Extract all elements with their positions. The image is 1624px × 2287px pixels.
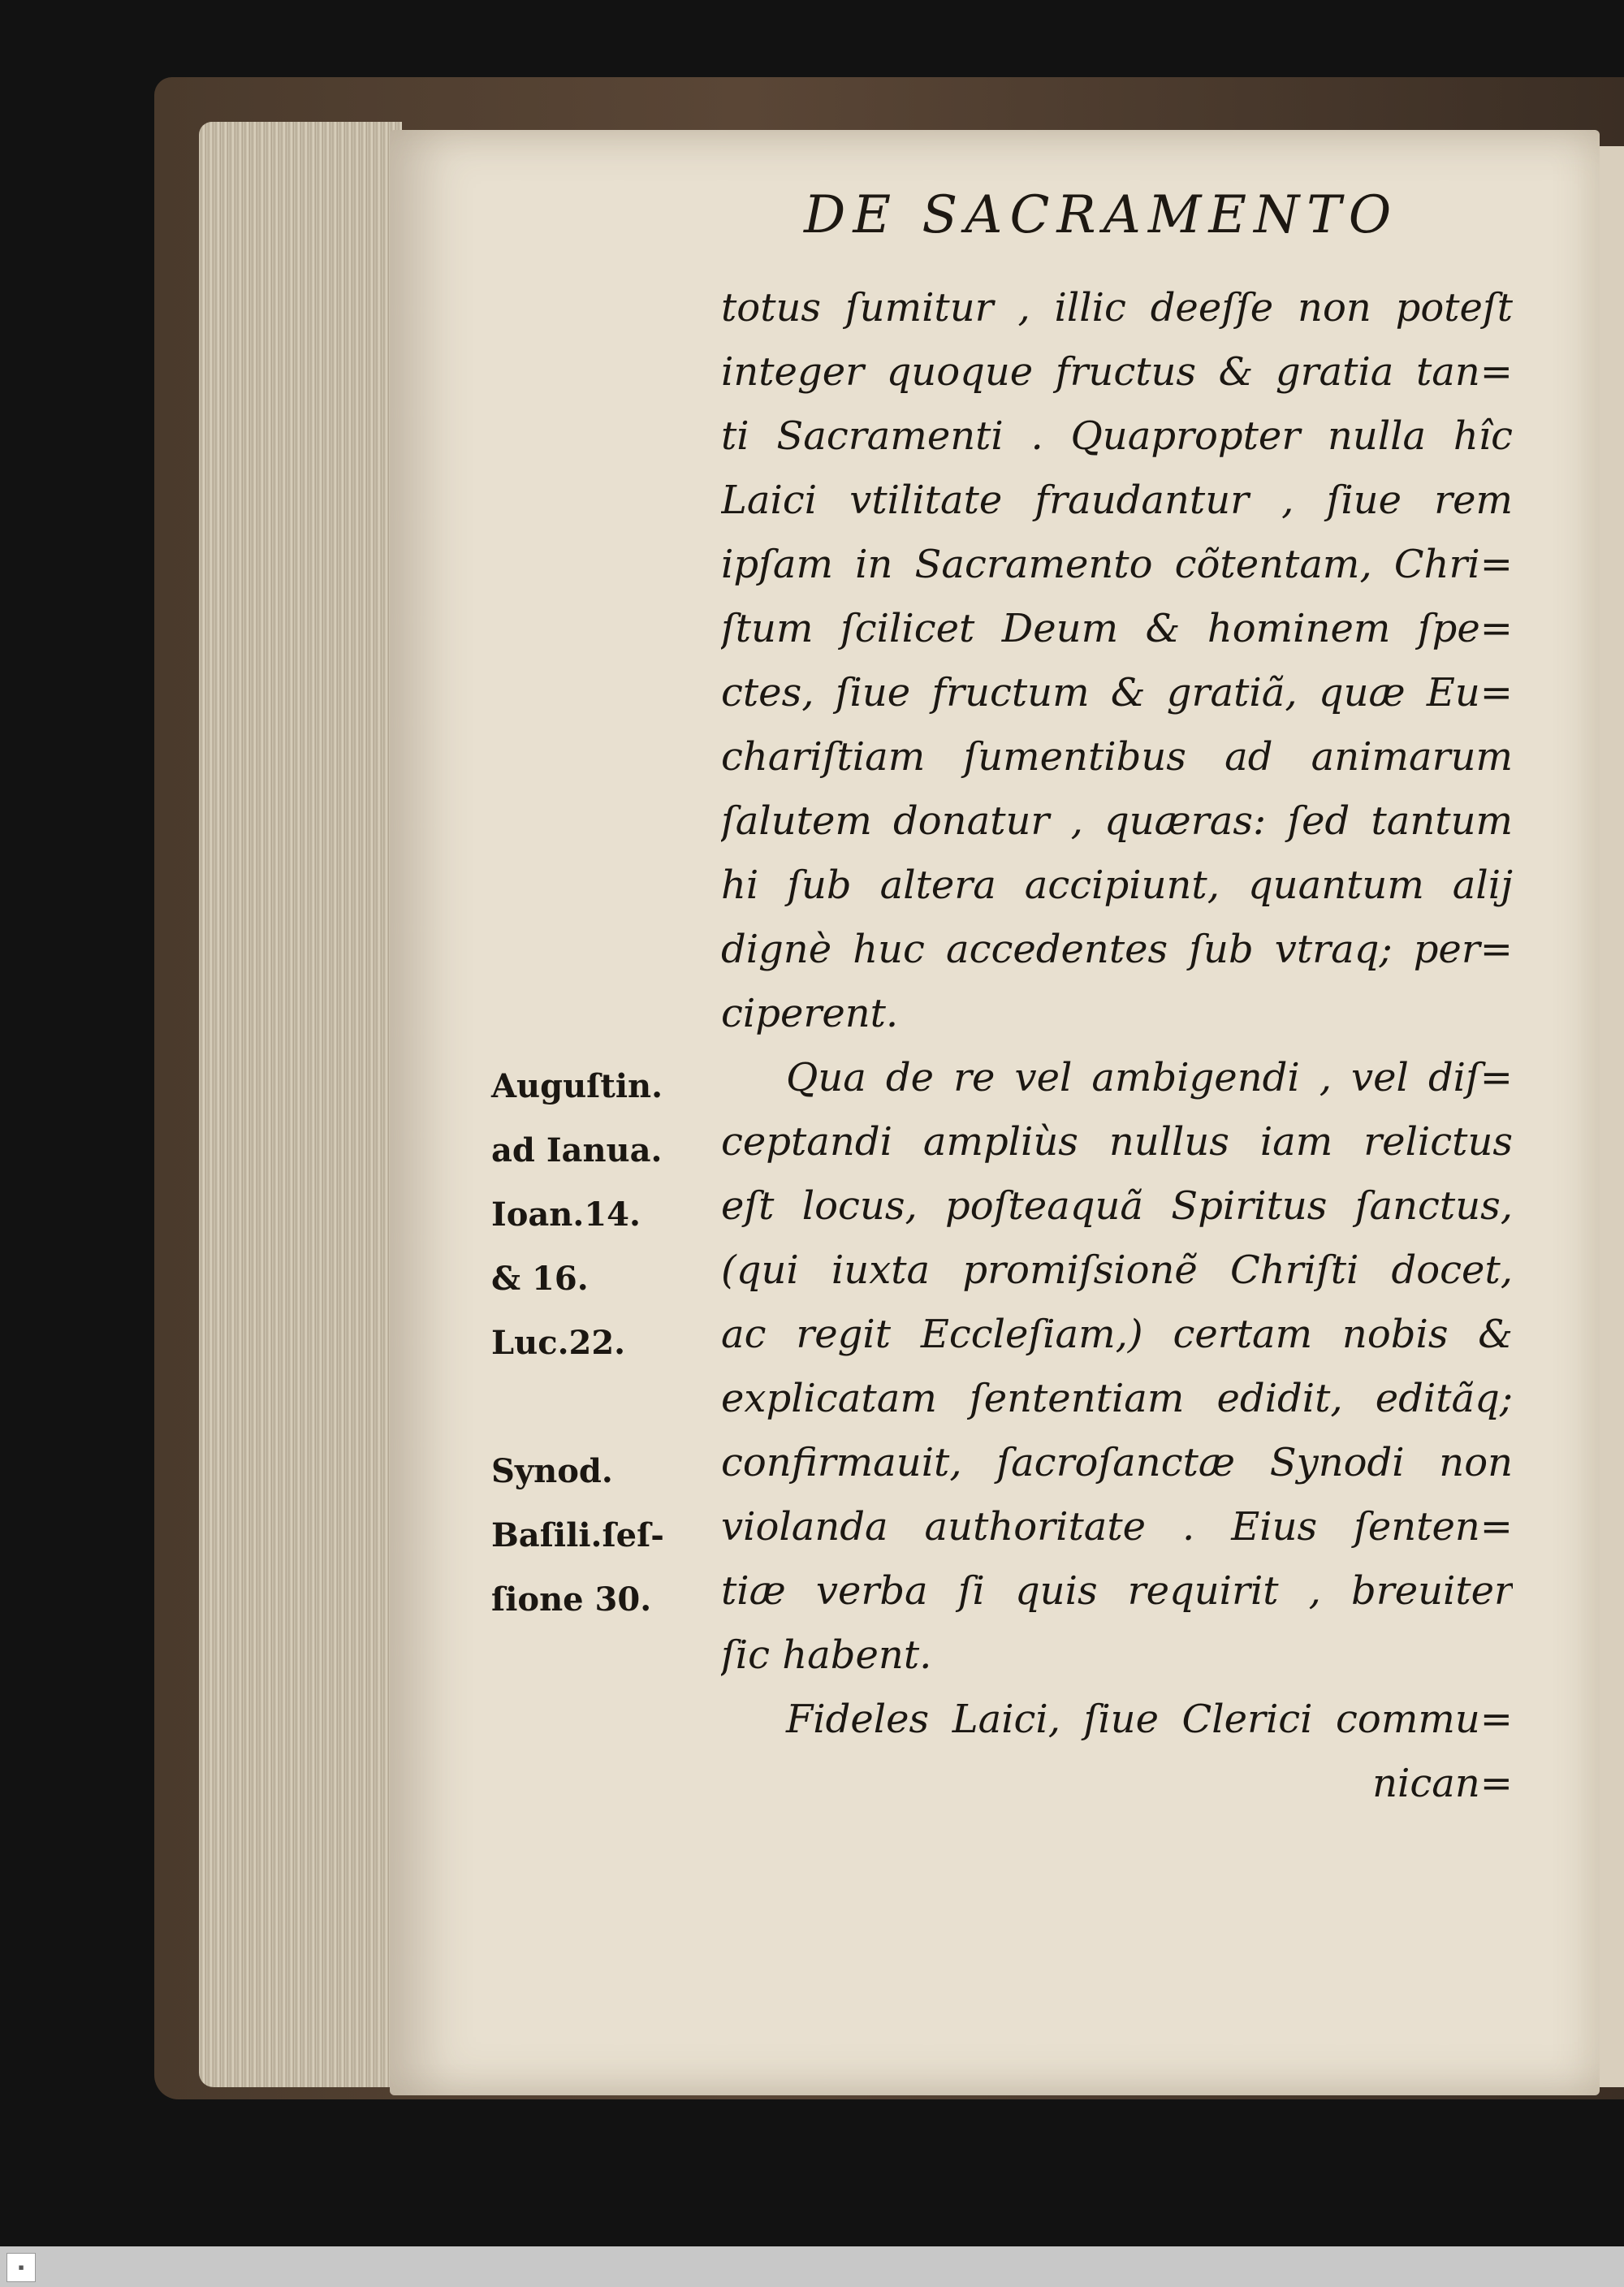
margin-notes — [491, 1054, 702, 1632]
body-line: tiæ verba ſi quis requirit , breuiter — [721, 1568, 1513, 1614]
body-line: ſic habent. — [721, 1632, 932, 1678]
body-line: ceptandi ampliùs nullus iam relictus — [721, 1119, 1513, 1165]
viewer-bottom-bar — [0, 2246, 1624, 2287]
body-line: ac regit Eccleſiam,) certam nobis & — [721, 1312, 1513, 1357]
running-head: DE SACRAMENTO — [804, 185, 1399, 245]
body-line: ctes, ſiue fructum & gratiã, quæ Eu= — [721, 670, 1513, 715]
body-line: ſalutem donatur , quæras: ſed tantum — [721, 798, 1513, 844]
margin-note: ſione 30. — [491, 1580, 652, 1619]
catchword: nican= — [1372, 1761, 1513, 1806]
margin-note-gap — [491, 1375, 702, 1439]
margin-note: & 16. — [491, 1260, 589, 1298]
margin-note: Auguſtin. — [491, 1067, 663, 1105]
library-logo-icon: ■ — [6, 2253, 36, 2282]
body-line: ipſam in Sacramento cõtentam, Chri= — [721, 542, 1513, 587]
body-line: eſt locus, poſteaquã Spiritus ſanctus, — [721, 1183, 1513, 1229]
margin-note: ad Ianua. — [491, 1131, 663, 1169]
body-line: totus ſumitur , illic deeſſe non poteſt — [721, 285, 1513, 331]
margin-note: Ioan.14. — [491, 1195, 641, 1234]
body-line: dignè huc accedentes ſub vtraq; per= — [721, 927, 1513, 972]
body-line: ti Sacramenti . Quapropter nulla hîc — [721, 413, 1513, 459]
body-line: ciperent. — [721, 991, 899, 1036]
body-line: hi ſub altera accipiunt, quantum alij — [721, 862, 1513, 908]
body-line: confirmauit, ſacroſanctæ Synodi non — [721, 1440, 1513, 1485]
margin-note: Synod. — [491, 1452, 613, 1490]
body-line: integer quoque fructus & gratia tan= — [721, 349, 1513, 395]
body-text — [721, 276, 1513, 1816]
body-line: chariſtiam ſumentibus ad animarum — [721, 734, 1513, 780]
page-edges — [199, 122, 402, 2087]
body-line: violanda authoritate . Eius ſenten= — [721, 1504, 1513, 1550]
body-line: Fideles Laici, ſiue Clerici commu= — [786, 1697, 1513, 1742]
body-line: Laici vtilitate fraudantur , ſiue rem — [721, 478, 1513, 523]
margin-note: Baſili.ſeſ- — [491, 1516, 664, 1554]
margin-note: Luc.22. — [491, 1324, 626, 1362]
body-line: ſtum ſcilicet Deum & hominem ſpe= — [721, 606, 1513, 651]
body-line: Qua de re vel ambigendi , vel diſ= — [786, 1055, 1513, 1100]
body-line: (qui iuxta promiſsionẽ Chriſti docet, — [721, 1247, 1513, 1293]
body-line: explicatam ſententiam edidit, editãq; — [721, 1376, 1513, 1421]
